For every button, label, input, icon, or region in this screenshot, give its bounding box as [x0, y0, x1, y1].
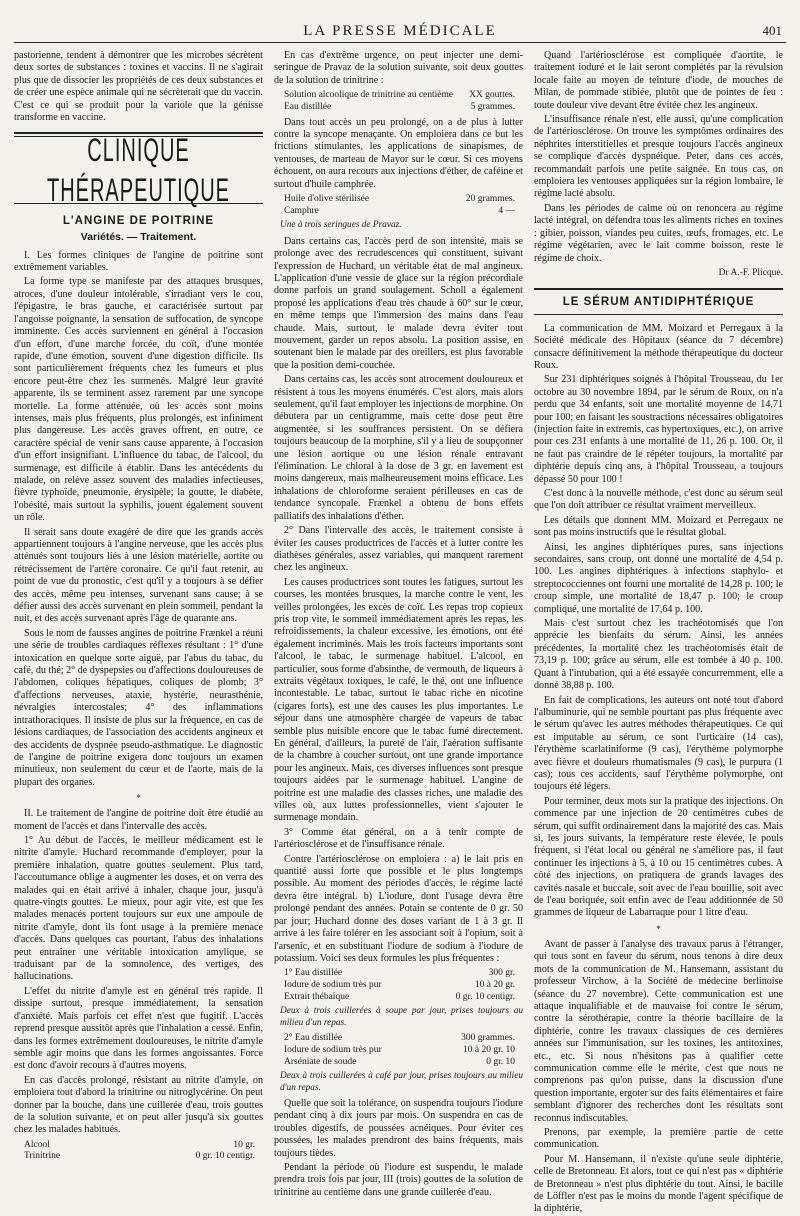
paragraph: L'effet du nitrite d'amyle est en général très rapide. Il dissipe surtout, presque immédiatement, la sensation d'anxiété. Mais parfois cet effet n'est que fugitif. L'accès reprend presque aussitôt après que l'inhalation a cessé. Enfin, dans les formes extrêmement douloureuses, le nitrite d'amyle semble agir moins que dans les formes angoissantes. Force est donc d'avoir recours à d'autres moyens.	[14, 985, 263, 1072]
formula-row: Trinitrine 0 gr. 10 centigr.	[24, 1151, 255, 1162]
prescription-formula	[284, 194, 523, 217]
paragraph: En fait de complications, les auteurs ont noté tout d'abord l'albuminurie, qui ne semble pourtant pas plus fréquente avec le sérum qu'avec les autres méthodes thérapeutiques. Ce qui est imputable au sérum, ce sont l'urticaire (14 cas), l'érythème scarlatiniforme (9 cas), l'érythème polymorphe avec fièvre et douleurs rhumatismales (9 cas), le purpura (1 cas); tous ces accidents, sauf l'érythème polymorphe, ont toujours été légers.	[534, 694, 783, 793]
formula-row: Solution alcoolique de trinitrine au centième XX gouttes.	[284, 90, 515, 101]
paragraph: La communication de MM. Moizard et Perregaux à la Société médicale des Hôpitaux (séance du 7 décembre) consacre définitivement la méthode thérapeutique du docteur Roux.	[534, 322, 783, 371]
prescription-formula	[24, 1140, 263, 1163]
paragraph: Quelle que soit la tolérance, on suspendra toujours l'iodure pendant cinq à dix jours par mois. On suspendra en cas de troubles digestifs, de poussées acnéiques. Pour éviter ces poussées, les malades prendront des bains fréquents, mais toujours tièdes.	[274, 1098, 523, 1159]
paragraph: Dans les périodes de calme où on renoncera au régime lacté intégral, on défendra tous les aliments riches en toxines : gibier, poisson, viandes peu cuites, œufs, fromages, etc. Le régime végétarien, avec le lait comme boisson, reste le régime de choix.	[534, 202, 783, 264]
paragraph: L'insuffisance rénale n'est, elle aussi, qu'une complication de l'artériosclérose. On trouve les symptômes ordinaires des néphrites interstitielles et presque toujours l'accès angineux se complique d'accès dyspnéique. Peter, dans ces accès, recommandait parfois une petite saignée. En tous cas, on emploiera les ventouses appliquées sur la région lombaire, le régime lacté absolu.	[534, 114, 783, 200]
formula-row: 1° Eau distillée 300 gr.	[284, 968, 515, 979]
paragraph: II. Le traitement de l'angine de poitrine doit être étudié au moment de l'accès et dans l'intervalle des accès.	[14, 808, 263, 832]
paragraph: Dans certains cas, l'accès perd de son intensité, mais se prolonge avec des recrudescences qui constituent, suivant l'expression de Huchard, un véritable état de mal angineux. L'application d'une vessie de glace sur la région précordiale donne parfois un grand soulagement. Scholl a également proposé les applications d'eau très chaude à 60° sur le cœur, en même temps que l'immersion des mains dans l'eau chaude. Mais, surtout, le malade devra éviter tout mouvement, garder un repos absolu. La position assise, en soutenant bien le malade par des oreillers, est plus favorable que la position demi-couchée.	[274, 235, 523, 371]
running-header	[14, 20, 786, 43]
paragraph: Les détails que donnent MM. Moizard et Perregaux ne sont pas moins instructifs que le résultat global.	[534, 514, 783, 539]
section-header-box	[534, 288, 783, 315]
article-title: LE SÉRUM ANTIDIPHTÉRIQUE	[562, 295, 755, 308]
page-number: 401	[762, 23, 782, 38]
paragraph: Prenons, par exemple, la première partie de cette communication.	[534, 1126, 783, 1151]
paragraph: Les causes productrices sont toutes les fatigues, surtout les courses, les montées brusques, la marche contre le vent, les veilles prolongées, les excès de coït. Les repas trop copieux pris trop vite, le sommeil immédiatement après les repas, les refroidissements, la chaleur excessive, les émotions, ont été également incriminés. Mais les trois facteurs importants sont l'alcool, le tabac, le surmenage habituel. L'alcool, en particulier, sous forme d'absinthe, de vermouth, de liqueurs à extraits végétaux toxiques, le café, le thé, ont une influence incontestable. Le tabac, surtout le tabac riche en nicotine (cigares forts), est une des causes les plus importantes. Le séjour dans une atmosphère chargée de vapeurs de tabac semble plus nuisible encore que le tabac fumé directement. En général, d'ailleurs, la pureté de l'air, l'aération suffisante de la chambre à coucher surtout, ont une grande importance pour les angineux. Mais, ces diverses influences sont presque toujours aidées par le surmenage habituel. L'angine de poitrine est une maladie des classes riches, une maladie des villes où, aux luttes professionnelles, vient s'ajouter le surmenage mondain.	[274, 576, 523, 824]
formula-row: Arséniate de soude 0 gr. 10	[284, 1056, 515, 1067]
formula-row: 2° Eau distillée 300 grammes.	[284, 1033, 515, 1044]
formula-note: Une à trois seringues de Pravaz.	[280, 220, 402, 231]
formula-row: Iodure de sodium très pur 10 à 20 gr.	[284, 980, 515, 990]
asterism: *	[656, 923, 661, 934]
prescription-formula	[284, 968, 523, 1003]
article-title: L'ANGINE DE POITRINE	[62, 214, 215, 227]
paragraph: Pour M. Hansemann, il n'existe qu'une seule diphtérie, celle de Bretonneau. Et alors, tout ce qui n'est pas « diphtérie de Bretonneau » n'est plus diphtérie du tout. Ainsi, le bacille de Löffler n'est pas le moins du monde l'agent spécifique de la diphtérie,	[534, 1153, 783, 1215]
paragraph: En cas d'extrême urgence, on peut injecter une demi-seringue de Pravaz de la solution suivante, soit deux gouttes de la solution de trinitrine :	[274, 50, 523, 86]
formula-row: Iodure de sodium très pur 10 à 20 gr. 10	[284, 1044, 515, 1055]
section-heading: CLINIQUE THÉRAPEUTIQUE	[46, 134, 231, 209]
formula-row: Extrait thébaïque 0 gr. 10 centigr.	[284, 991, 515, 1002]
formula-row: Alcool 10 gr.	[24, 1139, 255, 1150]
formula-row: Huile d'olive stérilisée 20 grammes.	[284, 194, 515, 204]
column-3	[534, 50, 784, 1215]
paragraph: En cas d'accès prolongé, résistant au nitrite d'amyle, on emploiera tout d'abord la trinitrine ou nitroglycérine. On peut donner par la bouche, dans une cuillerée d'eau, trois gouttes de la solution suivante, et on peut aller jusqu'à six gouttes chez les malades habitués.	[14, 1074, 263, 1136]
paragraph: Contre l'artériosclérose on emploiera : a) le lait pris en quantité aussi forte que possible et le plus longtemps possible. Au moment des périodes d'accès, le régime lacté devra être intégral. b) L'iodure, dont l'usage devra être prolongé pendant des années. Potain se contente de 0 gr. 50 par jour; Huchard donne des doses variant de 1 à 3 gr. Il arrive à les faire tolérer en les associant soit à l'opium, soit à l'arsenic, et en substituant l'iodure de sodium à l'iodure de potassium. Voici ses deux formules les plus fréquentes :	[274, 853, 523, 964]
paragraph: La forme type se manifeste par des attaques brusques, atroces, d'une douleur intolérable, s'irradiant vers le cou, l'épigastre, le bras gauche, et caractérisée surtout par l'angoisse poignante, la sensation de suffocation, de syncope imminente. Ces accès surviennent en général à l'occasion d'un effort, d'une marche forcée, du coït, d'une montée rapide, d'une émotion, souvent d'une digestion difficile. Ils sont particulièrement fréquents chez les fumeurs et plus encore peut-être chez les surmenés. Malgré leur gravité apparente, ils se terminent assez rarement par une syncope mortelle. La forme atténuée, où les accès sont moins intenses, mais plus fréquents, plus prolongés, est infiniment plus dangereuse. Les accès graves offrent, en outre, ce caractère spécial de venir sans cause apparente, à l'occasion d'un effort insignifiant. L'influence du tabac, de l'alcool, du surmenage, est difficile à établir. Dans les antécédents du malade, on relève assez souvent des maladies infectieuses, fièvre typhoïde, pneumonie, érysipèle; la goutte, le diabète, l'obésité, mais surtout la syphilis, jouent également souvent un rôle.	[14, 276, 263, 524]
paragraph: Mais c'est surtout chez les trachéotomisés que l'on apprécie les bienfaits du sérum. Ainsi, les années précédentes, la mortalité chez les trachéotomisés était de 73,19 p. 100; grâce au sérum, elle est tombée à 40 p. 100. Quant à l'intubation, qui a été essayée concurremment, elle a donné 38,88 p. 100.	[534, 618, 783, 692]
paragraph: Sur 231 diphtériques soignés à l'hôpital Trousseau, du 1er octobre au 30 novembre 1894, par le sérum de Roux, on n'a perdu que 34 enfants, soit une mortalité moyenne de 14,71 pour 100; en faisant les soustractions nécessaires obligatoires (injection faite in extremis, cas hypertoxiques, etc.), on arrive pour ces 231 enfants à une mortalité de 11, 26 p. 100. Or, il ne faut pas craindre de le répéter toujours, la mortalité par diphtérie depuis cinq ans, à l'hôpital Trousseau, a toujours dépassé 50 pour 100 !	[534, 374, 783, 485]
paragraph: 1° Au début de l'accès, le meilleur médicament est le nitrite d'amyle. Huchard recommande d'employer, pour la première inhalation, quatre gouttes seulement. Plus tard, l'accoutumance oblige à augmenter les doses, et on verra des malades qui en était arrivé à inhaler, chaque jour, jusqu'à quatre-vingts gouttes. Le mieux, pour agir vite, est que les malades menacés portent toujours sur eux une ampoule de nitrite d'amyle, dont ils font usage à la première menace d'accès. Dans quelques cas pourtant, l'abus des inhalations peut entraîner une véritable intoxication amylique, se traduisant par de la somnolence, des vertiges, des hallucinations.	[14, 835, 263, 983]
paragraph: Dans certains cas, les accès sont atrocement douloureux et résistent à tous les moyens énumérés. C'est alors, mais alors seulement, qu'il faut employer les injections de morphine. On débutera par un centigramme, mais cette dose peut être augmentée, si les souffrances persistent. On se défiera toujours beaucoup de la morphine, s'il y a lieu de soupçonner une lésion aortique ou une lésion rénale entravant l'élimination. Le chloral à la dose de 3 gr. en lavement est moins dangereux, mais malheureusement moins efficace. Les inhalations de chloroforme seraient périlleuses en cas de tendance syncopale. Frænkel a obtenu de bons effets palliatifs des inhalations d'éther.	[274, 374, 523, 522]
paragraph: Pour terminer, deux mots sur la pratique des injections. On commence par une injection de 20 centimètres cubes de sérum, qui suffit ordinairement dans la majorité des cas. Mais si, les jours suivants, la température reste élevée, le pouls fréquent, si l'état local ou général ne s'améliore pas, il faut continuer les injections à 5, à 10 ou 15 centimètres cubes. A côté des injections, on pratiquera de grands lavages des cavités nasale et buccale, soit avec de l'eau bouillie, soit avec de l'eau boriquée, soit enfin avec de l'eau additionnée de 50 grammes de liqueur de Labarraque pour 1 litre d'eau.	[534, 795, 784, 919]
column-2	[274, 50, 523, 1198]
paragraph: Quand l'artériosclérose est compliquée d'aortite, le traitement ioduré et le lait seront complétés par la révulsion locale faite au moyen de teinture d'iode, de mouches de Milan, de pommade stibiée, plutôt que de pointes de feu : toute douleur vive devant être évitée chez les angineux.	[534, 50, 783, 111]
prescription-formula	[284, 1033, 523, 1068]
paragraph: 2° Dans l'intervalle des accès, le traitement consiste à éviter les causes productrices de l'accès et à lutter contre les diathèses générales, assez variables, qui manquent rarement chez les angineux.	[274, 525, 523, 574]
paragraph: Pendant la période où l'iodure est suspendu, le malade prendra trois fois par jour, III (trois) gouttes de la solution de trinitrine au centième dans une grande cuillerée d'eau.	[274, 1162, 523, 1198]
paragraph: Il serait sans doute exagéré de dire que les grands accès appartiennent toujours à l'angine nerveuse, que les accès plus atténués sont toujours liés à une lésion matérielle, aortite ou rétrécissement de l'artère coronaire. Ce qu'il faut retenir, au point de vue du pronostic, c'est qu'il y a toujours à se défier des accès, même peu intenses, survenant sans cause; à se défier aussi des accès survenant en plein sommeil, pendant la nuit, et des accès survenant après l'âge de quarante ans.	[14, 526, 263, 625]
formula-row: Eau distillée 5 grammes.	[284, 101, 515, 112]
paragraph: 3° Comme état général, on a à tenir compte de l'artériosclérose et de l'insuffisance rénale.	[274, 826, 523, 851]
paragraph: Ainsi, les angines diphtériques pures, sans injections secondaires, sans croup, ont donné une mortalité de 4,54 p. 100. Les angines diphtériques à infections staphylo- et streptococciennes ont fourni une mortalité de 14,28 p. 100; le croup simple, une mortalité de 18,47 p. 100; le croup compliqué, une mortalité de 17,64 p. 100.	[534, 541, 783, 615]
formula-note: Deux à trois cuillerées à café par jour, prises toujours au milieu d'un repas.	[280, 1071, 523, 1093]
paragraph: I. Les formes cliniques de l'angine de poitrine sont extrêmement variables.	[14, 249, 263, 274]
paragraph: C'est donc à la nouvelle méthode, c'est donc au sérum seul que l'on doit attribuer ce résultat vraiment merveilleux.	[534, 488, 783, 512]
column-1	[14, 50, 263, 1170]
paragraph: Sous le nom de fausses angines de poitrine Frænkel a réuni une série de troubles cardiaques réflexes résultant : 1° d'une intoxication en quelque sorte aiguë, par l'abus du tabac, du café, du thé; 2° de dyspepsies ou d'affections douloureuses de l'abdomen, coliques hépatiques, coliques de plomb; 3° d'affections nerveuses, ataxie, hystérie, neurasthénie, névralgies intercostales; 4° des inflammations intrathoraciques. Il insiste de plus sur la fréquence, en cas de lésions cardiaques, de l'association des accidents angineux et des accidents de dyspnée pseudo-asthmatique. Le diagnostic de l'angine de poitrine exigera donc toujours un examen minutieux, non seulement du cœur et de l'aorte, mais de la plupart des organes.	[14, 627, 263, 788]
article-subtitle: Variétés. — Traitement.	[80, 230, 197, 243]
formula-note: Deux à trois cuillerées à soupe par jour, prises toujours au milieu d'un repas.	[280, 1006, 523, 1028]
columns	[14, 50, 786, 1215]
formula-row: Camphre 4 —	[284, 205, 515, 216]
paragraph: Avant de passer à l'analyse des travaux parus à l'étranger, qui tous sont en faveur du sérum, nous tenons à dire deux mots de la communication de M. Hansemann, assistant du professeur Virchow, à la Société de médecine berlinoise (séance du 27 novembre). Cette communication est une attaque inqualifiable et de mauvaise foi contre le sérum, contre la sérothérapie, contre la théorie bacillaire de la diphtérie, contre les travaux classiques de ces dernières années sur l'immunisation, sur les toxines, les antitoxines, etc., etc. Si nous n'hésitons pas à qualifier cette communication comme elle le mérite, c'est que nous ne comprenons pas qu'on puisse, dans la discussion d'une question importante, ergoter sur des faits élémentaires et faire semblant d'ignorer des recherches dont les résultats sont reconnus indiscutables.	[534, 938, 783, 1124]
prescription-formula	[284, 90, 523, 113]
asterism: *	[136, 793, 141, 804]
continued-paragraph: pastorienne, tendent à démontrer que les microbes sécrètent deux sortes de substances : toxines et vaccins. Il ne s'agirait plus que de dissocier les propriétés de ces deux substances et de créer une espèce animale qui ne sécrèterait que du vaccin. C'est ce qui se produit pour la variole que la génisse transforme en vaccine.	[14, 50, 263, 124]
author-signature: Dr A.-F. Plicque.	[718, 267, 783, 278]
journal-title: LA PRESSE MÉDICALE	[303, 23, 497, 39]
paragraph: Dans tout accès un peu prolongé, on a de plus à lutter contre la syncope menaçante. On emploiera dans ce but les frictions stimulantes, les applications de sinapismes, de ventouses, de marteau de Mayor sur le cœur. Si ces moyens échouent, on aura recours aux injections d'éther, de caféine et surtout d'huile camphrée.	[274, 116, 523, 190]
